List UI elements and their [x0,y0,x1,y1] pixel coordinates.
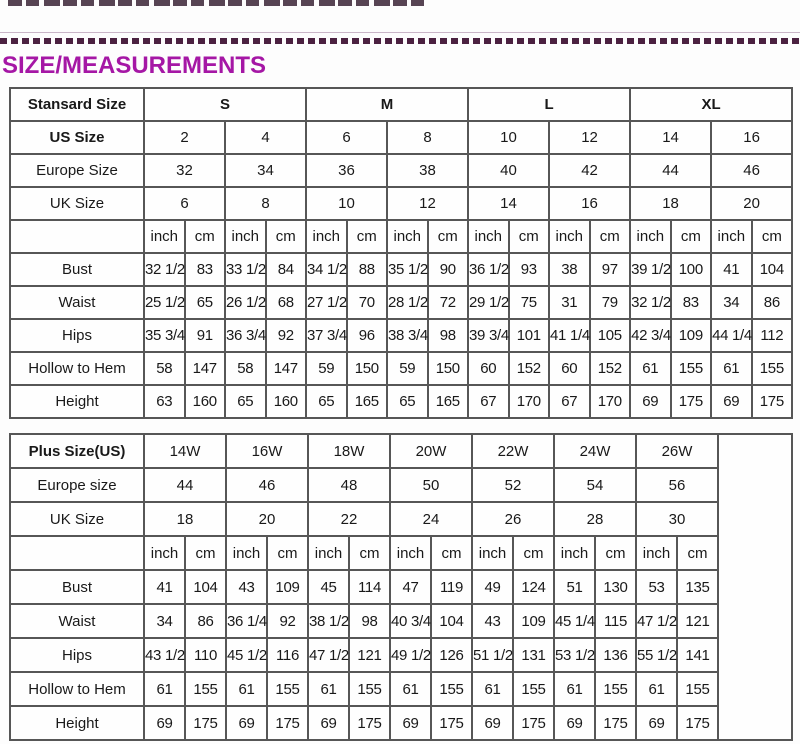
value-cell: 69 [226,706,267,740]
unit-cell: cm [595,536,636,570]
value-cell: 165 [347,385,388,418]
size-cell: 12 [549,121,630,154]
unit-cell: inch [390,536,431,570]
unit-cell: cm [509,220,550,253]
value-cell: 69 [308,706,349,740]
table-row [10,154,792,187]
row-label: US Size [10,121,144,154]
value-cell: 86 [185,604,226,638]
value-cell: 136 [595,638,636,672]
row-label: UK Size [10,502,144,536]
value-cell: 38 [549,253,590,286]
value-cell: 152 [590,352,631,385]
group-header: S [144,88,306,121]
value-cell: 141 [677,638,718,672]
unit-cell: cm [752,220,793,253]
value-cell: 104 [431,604,472,638]
value-cell: 160 [266,385,307,418]
value-cell: 114 [349,570,390,604]
size-cell: 22 [308,502,390,536]
unit-cell: cm [428,220,469,253]
value-cell: 28 1/2 [387,286,428,319]
size-cell: 16W [226,434,308,468]
value-cell: 109 [513,604,554,638]
value-cell: 155 [513,672,554,706]
table-row [10,220,792,253]
value-cell: 69 [554,706,595,740]
value-cell: 61 [226,672,267,706]
size-cell: 50 [390,468,472,502]
value-cell: 109 [267,570,308,604]
size-cell: 20W [390,434,472,468]
value-cell: 97 [590,253,631,286]
value-cell: 32 1/2 [630,286,671,319]
thin-separator [0,32,800,33]
value-cell: 155 [267,672,308,706]
unit-cell: cm [513,536,554,570]
value-cell: 61 [144,672,185,706]
value-cell: 34 [711,286,752,319]
value-cell: 44 1/4 [711,319,752,352]
size-cell: 26 [472,502,554,536]
row-label: Bust [10,253,144,286]
value-cell: 42 3/4 [630,319,671,352]
value-cell: 59 [306,352,347,385]
value-cell: 43 [472,604,513,638]
unit-cell: inch [306,220,347,253]
value-cell: 33 1/2 [225,253,266,286]
size-cell: 24 [390,502,472,536]
table-row [10,187,792,220]
value-cell: 47 [390,570,431,604]
unit-cell: inch [225,220,266,253]
value-cell: 68 [266,286,307,319]
value-cell: 98 [428,319,469,352]
value-cell: 90 [428,253,469,286]
row-label: Hollow to Hem [10,672,144,706]
unit-cell: inch [630,220,671,253]
value-cell: 119 [431,570,472,604]
unit-cell: inch [554,536,595,570]
value-cell: 83 [671,286,712,319]
size-cell: 38 [387,154,468,187]
size-cell: 18 [144,502,226,536]
value-cell: 61 [630,352,671,385]
table-row [10,434,792,468]
value-cell: 61 [554,672,595,706]
value-cell: 63 [144,385,185,418]
empty-cell [10,220,144,253]
size-cell: 14 [468,187,549,220]
value-cell: 65 [185,286,226,319]
size-cell: 22W [472,434,554,468]
value-cell: 43 [226,570,267,604]
value-cell: 69 [144,706,185,740]
row-label: Waist [10,286,144,319]
value-cell: 110 [185,638,226,672]
corner-label: Stansard Size [10,88,144,121]
unit-cell: cm [349,536,390,570]
size-cell: 46 [711,154,792,187]
value-cell: 61 [308,672,349,706]
value-cell: 86 [752,286,793,319]
value-cell: 27 1/2 [306,286,347,319]
value-cell: 91 [185,319,226,352]
size-cell: 4 [225,121,306,154]
value-cell: 147 [266,352,307,385]
unit-cell: inch [226,536,267,570]
value-cell: 175 [752,385,793,418]
value-cell: 155 [595,672,636,706]
value-cell: 160 [185,385,226,418]
size-cell: 54 [554,468,636,502]
row-label: Europe Size [10,154,144,187]
value-cell: 121 [349,638,390,672]
group-header: XL [630,88,792,121]
value-cell: 40 3/4 [390,604,431,638]
value-cell: 39 1/2 [630,253,671,286]
value-cell: 45 1/2 [226,638,267,672]
value-cell: 58 [144,352,185,385]
size-cell: 48 [308,468,390,502]
value-cell: 25 1/2 [144,286,185,319]
unit-cell: cm [671,220,712,253]
size-cell: 56 [636,468,718,502]
unit-cell: cm [677,536,718,570]
table-row [10,319,792,352]
value-cell: 93 [509,253,550,286]
value-cell: 175 [671,385,712,418]
table-row [10,570,792,604]
value-cell: 72 [428,286,469,319]
size-cell: 40 [468,154,549,187]
value-cell: 51 1/2 [472,638,513,672]
row-label: Bust [10,570,144,604]
value-cell: 47 1/2 [636,604,677,638]
value-cell: 155 [185,672,226,706]
value-cell: 45 1/4 [554,604,595,638]
value-cell: 41 [144,570,185,604]
size-cell: 16 [549,187,630,220]
group-header: L [468,88,630,121]
value-cell: 69 [472,706,513,740]
dashed-separator [0,38,800,44]
value-cell: 75 [509,286,550,319]
row-label: Height [10,385,144,418]
unit-cell: inch [711,220,752,253]
size-cell: 28 [554,502,636,536]
row-label: Europe size [10,468,144,502]
table-row [10,88,792,121]
unit-cell: inch [636,536,677,570]
size-cell: 16 [711,121,792,154]
value-cell: 121 [677,604,718,638]
size-cell: 6 [306,121,387,154]
value-cell: 60 [549,352,590,385]
unit-cell: cm [185,220,226,253]
value-cell: 175 [349,706,390,740]
value-cell: 35 3/4 [144,319,185,352]
size-cell: 2 [144,121,225,154]
value-cell: 34 [144,604,185,638]
value-cell: 47 1/2 [308,638,349,672]
value-cell: 83 [185,253,226,286]
truncated-text-strip [8,0,424,6]
value-cell: 84 [266,253,307,286]
value-cell: 36 1/4 [226,604,267,638]
table-row [10,286,792,319]
value-cell: 38 3/4 [387,319,428,352]
value-cell: 32 1/2 [144,253,185,286]
value-cell: 131 [513,638,554,672]
empty-trailing-cell [718,434,792,740]
value-cell: 65 [225,385,266,418]
value-cell: 100 [671,253,712,286]
size-cell: 18 [630,187,711,220]
table-row [10,638,792,672]
size-cell: 32 [144,154,225,187]
row-label: Hollow to Hem [10,352,144,385]
value-cell: 61 [472,672,513,706]
table-row [10,121,792,154]
value-cell: 135 [677,570,718,604]
value-cell: 49 [472,570,513,604]
standard-size-table [9,87,793,419]
value-cell: 175 [677,706,718,740]
value-cell: 41 1/4 [549,319,590,352]
table-row [10,672,792,706]
table-row [10,604,792,638]
size-cell: 14 [630,121,711,154]
table-row [10,536,792,570]
size-cell: 8 [387,121,468,154]
value-cell: 70 [347,286,388,319]
unit-cell: cm [266,220,307,253]
plus-size-table [9,433,793,741]
value-cell: 175 [513,706,554,740]
value-cell: 36 1/2 [468,253,509,286]
value-cell: 79 [590,286,631,319]
unit-cell: cm [267,536,308,570]
size-cell: 20 [711,187,792,220]
value-cell: 175 [595,706,636,740]
value-cell: 65 [387,385,428,418]
table-row [10,468,792,502]
value-cell: 69 [630,385,671,418]
value-cell: 96 [347,319,388,352]
size-cell: 20 [226,502,308,536]
size-cell: 52 [472,468,554,502]
value-cell: 37 3/4 [306,319,347,352]
value-cell: 43 1/2 [144,638,185,672]
value-cell: 49 1/2 [390,638,431,672]
value-cell: 61 [390,672,431,706]
value-cell: 116 [267,638,308,672]
value-cell: 69 [636,706,677,740]
row-label: Waist [10,604,144,638]
table-row [10,385,792,418]
value-cell: 69 [390,706,431,740]
value-cell: 39 3/4 [468,319,509,352]
value-cell: 53 1/2 [554,638,595,672]
table-row [10,706,792,740]
value-cell: 155 [349,672,390,706]
size-cell: 14W [144,434,226,468]
row-label: Hips [10,319,144,352]
value-cell: 65 [306,385,347,418]
value-cell: 115 [595,604,636,638]
value-cell: 170 [509,385,550,418]
value-cell: 170 [590,385,631,418]
value-cell: 88 [347,253,388,286]
value-cell: 98 [349,604,390,638]
value-cell: 92 [266,319,307,352]
value-cell: 67 [549,385,590,418]
unit-cell: cm [590,220,631,253]
size-cell: 44 [630,154,711,187]
value-cell: 60 [468,352,509,385]
value-cell: 55 1/2 [636,638,677,672]
value-cell: 29 1/2 [468,286,509,319]
size-cell: 10 [306,187,387,220]
unit-cell: inch [144,220,185,253]
value-cell: 38 1/2 [308,604,349,638]
unit-cell: inch [549,220,590,253]
size-cell: 36 [306,154,387,187]
value-cell: 45 [308,570,349,604]
row-label: Height [10,706,144,740]
value-cell: 67 [468,385,509,418]
table-row [10,352,792,385]
group-header: M [306,88,468,121]
value-cell: 53 [636,570,677,604]
value-cell: 155 [752,352,793,385]
value-cell: 104 [752,253,793,286]
value-cell: 124 [513,570,554,604]
row-label: UK Size [10,187,144,220]
size-cell: 26W [636,434,718,468]
value-cell: 51 [554,570,595,604]
value-cell: 69 [711,385,752,418]
value-cell: 155 [431,672,472,706]
value-cell: 34 1/2 [306,253,347,286]
unit-cell: cm [431,536,472,570]
value-cell: 165 [428,385,469,418]
size-cell: 8 [225,187,306,220]
value-cell: 61 [711,352,752,385]
value-cell: 58 [225,352,266,385]
unit-cell: cm [347,220,388,253]
value-cell: 155 [677,672,718,706]
size-cell: 12 [387,187,468,220]
value-cell: 36 3/4 [225,319,266,352]
value-cell: 31 [549,286,590,319]
empty-cell [10,536,144,570]
value-cell: 126 [431,638,472,672]
value-cell: 150 [428,352,469,385]
size-cell: 24W [554,434,636,468]
row-label: Hips [10,638,144,672]
size-cell: 10 [468,121,549,154]
size-cell: 44 [144,468,226,502]
value-cell: 175 [185,706,226,740]
unit-cell: cm [185,536,226,570]
unit-cell: inch [468,220,509,253]
size-cell: 6 [144,187,225,220]
value-cell: 104 [185,570,226,604]
value-cell: 92 [267,604,308,638]
table-row [10,502,792,536]
size-cell: 30 [636,502,718,536]
value-cell: 175 [267,706,308,740]
corner-label: Plus Size(US) [10,434,144,468]
value-cell: 105 [590,319,631,352]
unit-cell: inch [472,536,513,570]
size-cell: 18W [308,434,390,468]
value-cell: 35 1/2 [387,253,428,286]
size-cell: 34 [225,154,306,187]
value-cell: 109 [671,319,712,352]
value-cell: 41 [711,253,752,286]
size-cell: 46 [226,468,308,502]
value-cell: 150 [347,352,388,385]
value-cell: 152 [509,352,550,385]
unit-cell: inch [387,220,428,253]
value-cell: 175 [431,706,472,740]
unit-cell: inch [144,536,185,570]
page-title: SIZE/MEASUREMENTS [2,52,267,79]
table-row [10,253,792,286]
value-cell: 61 [636,672,677,706]
unit-cell: inch [308,536,349,570]
value-cell: 130 [595,570,636,604]
value-cell: 112 [752,319,793,352]
size-cell: 42 [549,154,630,187]
value-cell: 147 [185,352,226,385]
value-cell: 101 [509,319,550,352]
value-cell: 26 1/2 [225,286,266,319]
value-cell: 59 [387,352,428,385]
value-cell: 155 [671,352,712,385]
